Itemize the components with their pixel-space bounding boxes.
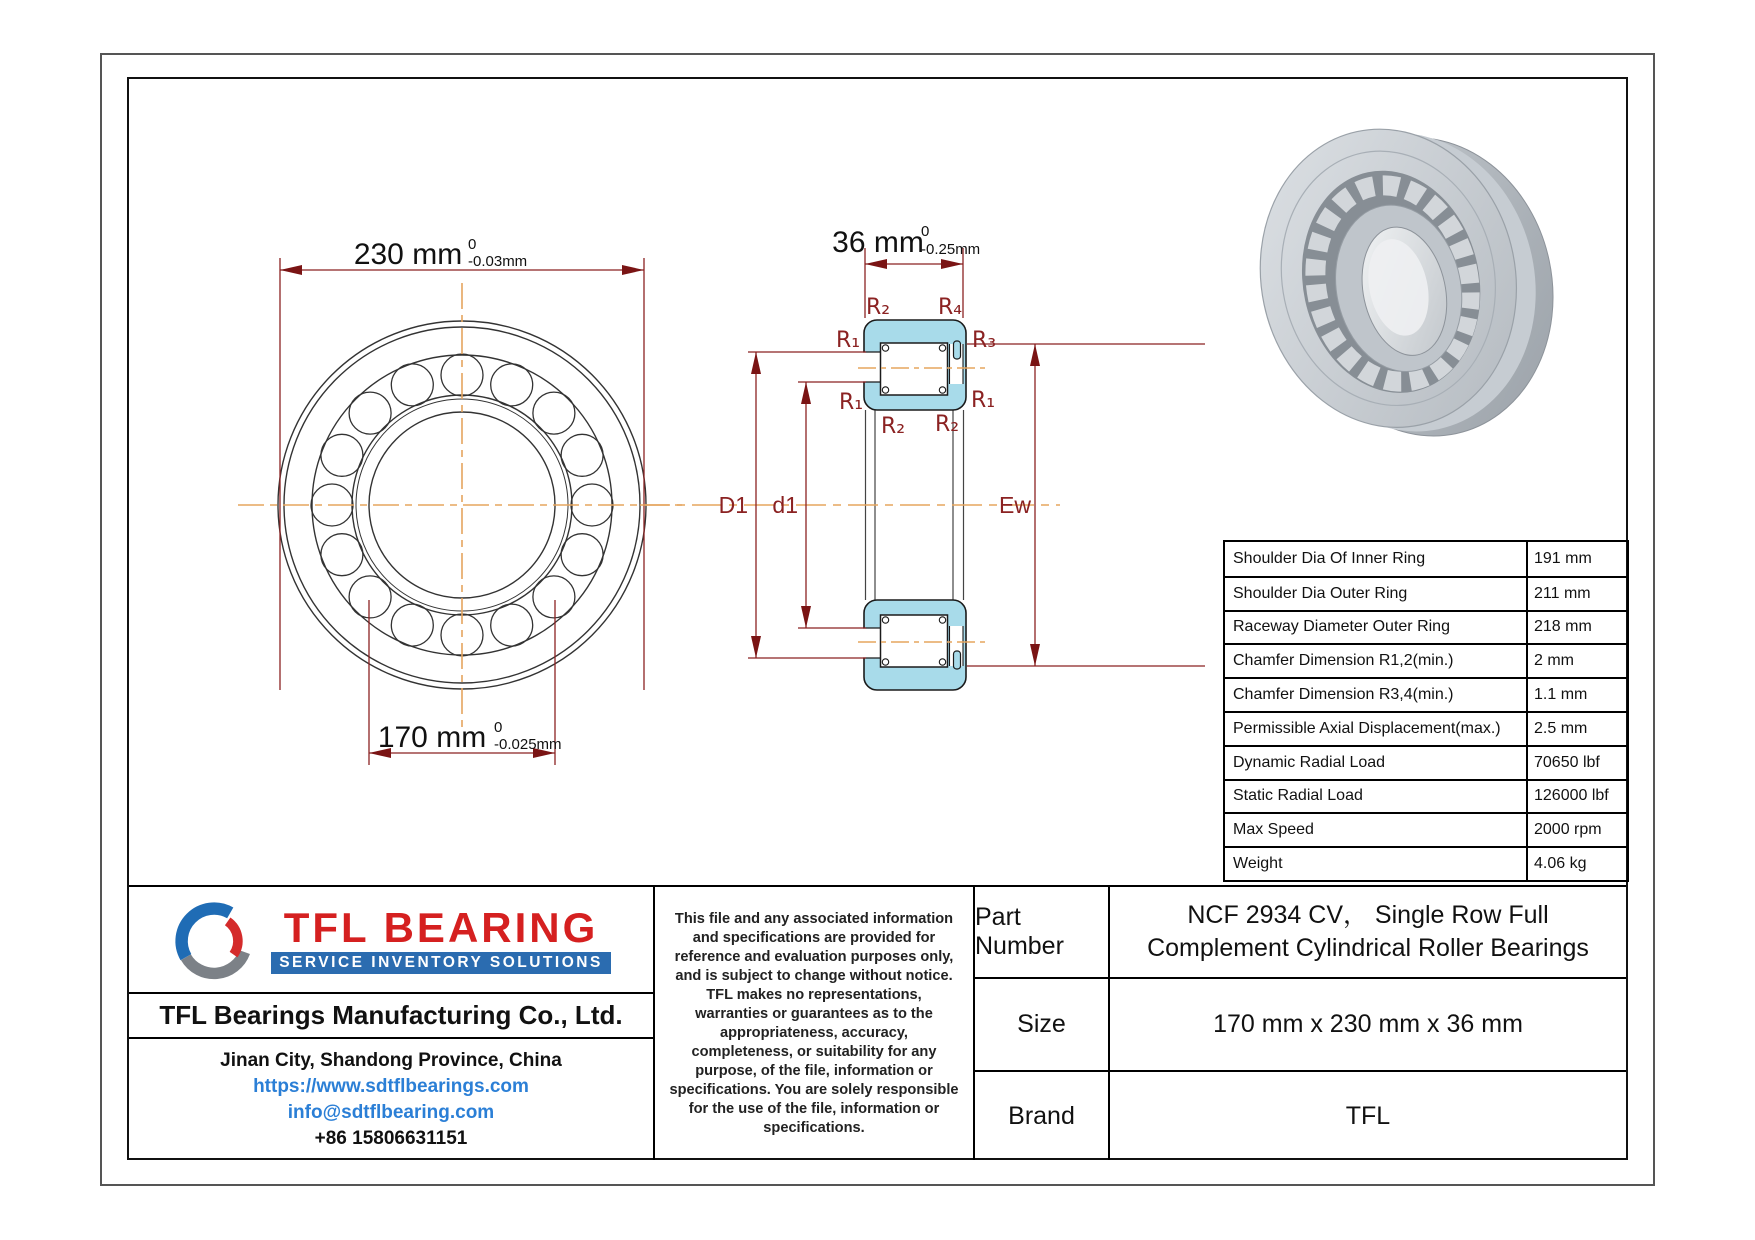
- label-R2: R₂: [880, 414, 906, 439]
- spec-value: 1.1 mm: [1526, 677, 1627, 711]
- label-Ew: Ew: [999, 492, 1031, 518]
- spec-label: Shoulder Dia Of Inner Ring: [1233, 549, 1426, 567]
- part-number-value: NCF 2934 CV， Single Row Full Complement Cylindrical Roller Bearings: [1108, 887, 1626, 977]
- dim-36-text: 36 mm: [832, 226, 924, 259]
- spec-label: Max Speed: [1225, 812, 1526, 846]
- dim-230-tol-upper: 0: [468, 236, 477, 253]
- spec-value: 4.06 kg: [1526, 846, 1627, 880]
- dim-170-text: 170 mm: [377, 721, 487, 754]
- brand-label: Brand: [975, 1070, 1108, 1160]
- spec-label: Dynamic Radial Load: [1225, 745, 1526, 779]
- email-link[interactable]: info@sdtflbearing.com: [287, 1101, 495, 1123]
- arrowhead: [751, 352, 761, 374]
- spec-label: Raceway Diameter Outer Ring: [1225, 610, 1526, 644]
- spec-value: 2000 rpm: [1526, 812, 1627, 846]
- spec-value: 211 mm: [1526, 576, 1627, 610]
- spec-value: 218 mm: [1526, 610, 1627, 644]
- label-d1: d1: [772, 492, 798, 518]
- section-ring-block: [863, 320, 966, 410]
- size-label: Size: [975, 977, 1108, 1070]
- contact-info: [129, 1037, 655, 1160]
- disclaimer-text: This file and any associated information and specifications are provided for reference and evaluation purposes only, and is subject to change without notice. TFL makes no representations, warranties or guarantees as to the appropriateness, accuracy, completeness, or suitability for any purpose, of the file, information or specifications. You are solely responsible for the use of the file, information or specifications.: [655, 887, 975, 1160]
- spec-value: 70650 lbf: [1526, 745, 1627, 779]
- arrowhead: [1030, 344, 1040, 366]
- label-R1: R₁: [970, 388, 996, 413]
- label-R2: R₂: [934, 412, 960, 437]
- company-address: Jinan City, Shandong Province, China: [220, 1049, 562, 1071]
- logo-subtitle: SERVICE INVENTORY SOLUTIONS: [271, 952, 611, 974]
- brand-value: TFL: [1108, 1070, 1626, 1160]
- arrowhead: [865, 259, 887, 269]
- spec-label: Permissible Axial Displacement(max.): [1225, 711, 1526, 745]
- spec-label: Weight: [1225, 846, 1526, 880]
- dim-230-text: 230 mm: [353, 238, 463, 271]
- bearing-3d-render: [1233, 98, 1580, 467]
- spec-value: 126000 lbf: [1526, 779, 1627, 813]
- spec-value: 2 mm: [1526, 643, 1627, 677]
- website-link[interactable]: https://www.sdtflbearings.com: [253, 1075, 529, 1097]
- dim-170-tol-lower: -0.025mm: [494, 736, 562, 753]
- dim-230-tol-lower: -0.03mm: [468, 253, 528, 270]
- front-centerlines: [238, 283, 688, 727]
- logo-swirl-icon: [171, 897, 257, 983]
- size-value: 170 mm x 230 mm x 36 mm: [1108, 977, 1626, 1070]
- dim-170-tol-upper: 0: [494, 719, 503, 736]
- dim-36-tol-upper: 0: [921, 223, 930, 240]
- dim-36-tol-lower: -0.25mm: [921, 241, 981, 258]
- part-number-label: Part Number: [975, 903, 1064, 960]
- spec-value: 191 mm: [1526, 542, 1627, 576]
- spec-label: Static Radial Load: [1225, 779, 1526, 813]
- section-ring-block-bottom: [863, 600, 966, 690]
- company-name: TFL Bearings Manufacturing Co., Ltd.: [129, 992, 655, 1037]
- arrowhead: [751, 636, 761, 658]
- spec-table: [1223, 540, 1629, 882]
- spec-label: Chamfer Dimension R3,4(min.): [1225, 677, 1526, 711]
- label-D1: D1: [718, 492, 748, 518]
- spec-label: Chamfer Dimension R1,2(min.): [1225, 643, 1526, 677]
- arrowhead: [1030, 644, 1040, 666]
- arrowhead: [280, 265, 302, 275]
- label-R3: R₃: [971, 328, 997, 353]
- company-logo: [129, 887, 655, 992]
- title-block: [129, 885, 1626, 1158]
- spec-value: 2.5 mm: [1526, 711, 1627, 745]
- label-R2: R₂: [865, 295, 891, 320]
- label-R4: R₄: [937, 295, 963, 320]
- arrowhead: [941, 259, 963, 269]
- spec-label: Shoulder Dia Outer Ring: [1225, 576, 1526, 610]
- label-R1: R₁: [835, 328, 861, 353]
- arrowhead: [801, 606, 811, 628]
- arrowhead: [622, 265, 644, 275]
- phone-number: +86 15806631151: [314, 1127, 468, 1149]
- label-R1: R₁: [838, 390, 864, 415]
- logo-title: TFL BEARING: [283, 903, 599, 951]
- arrowhead: [801, 382, 811, 404]
- dim-Ew: [967, 344, 1205, 666]
